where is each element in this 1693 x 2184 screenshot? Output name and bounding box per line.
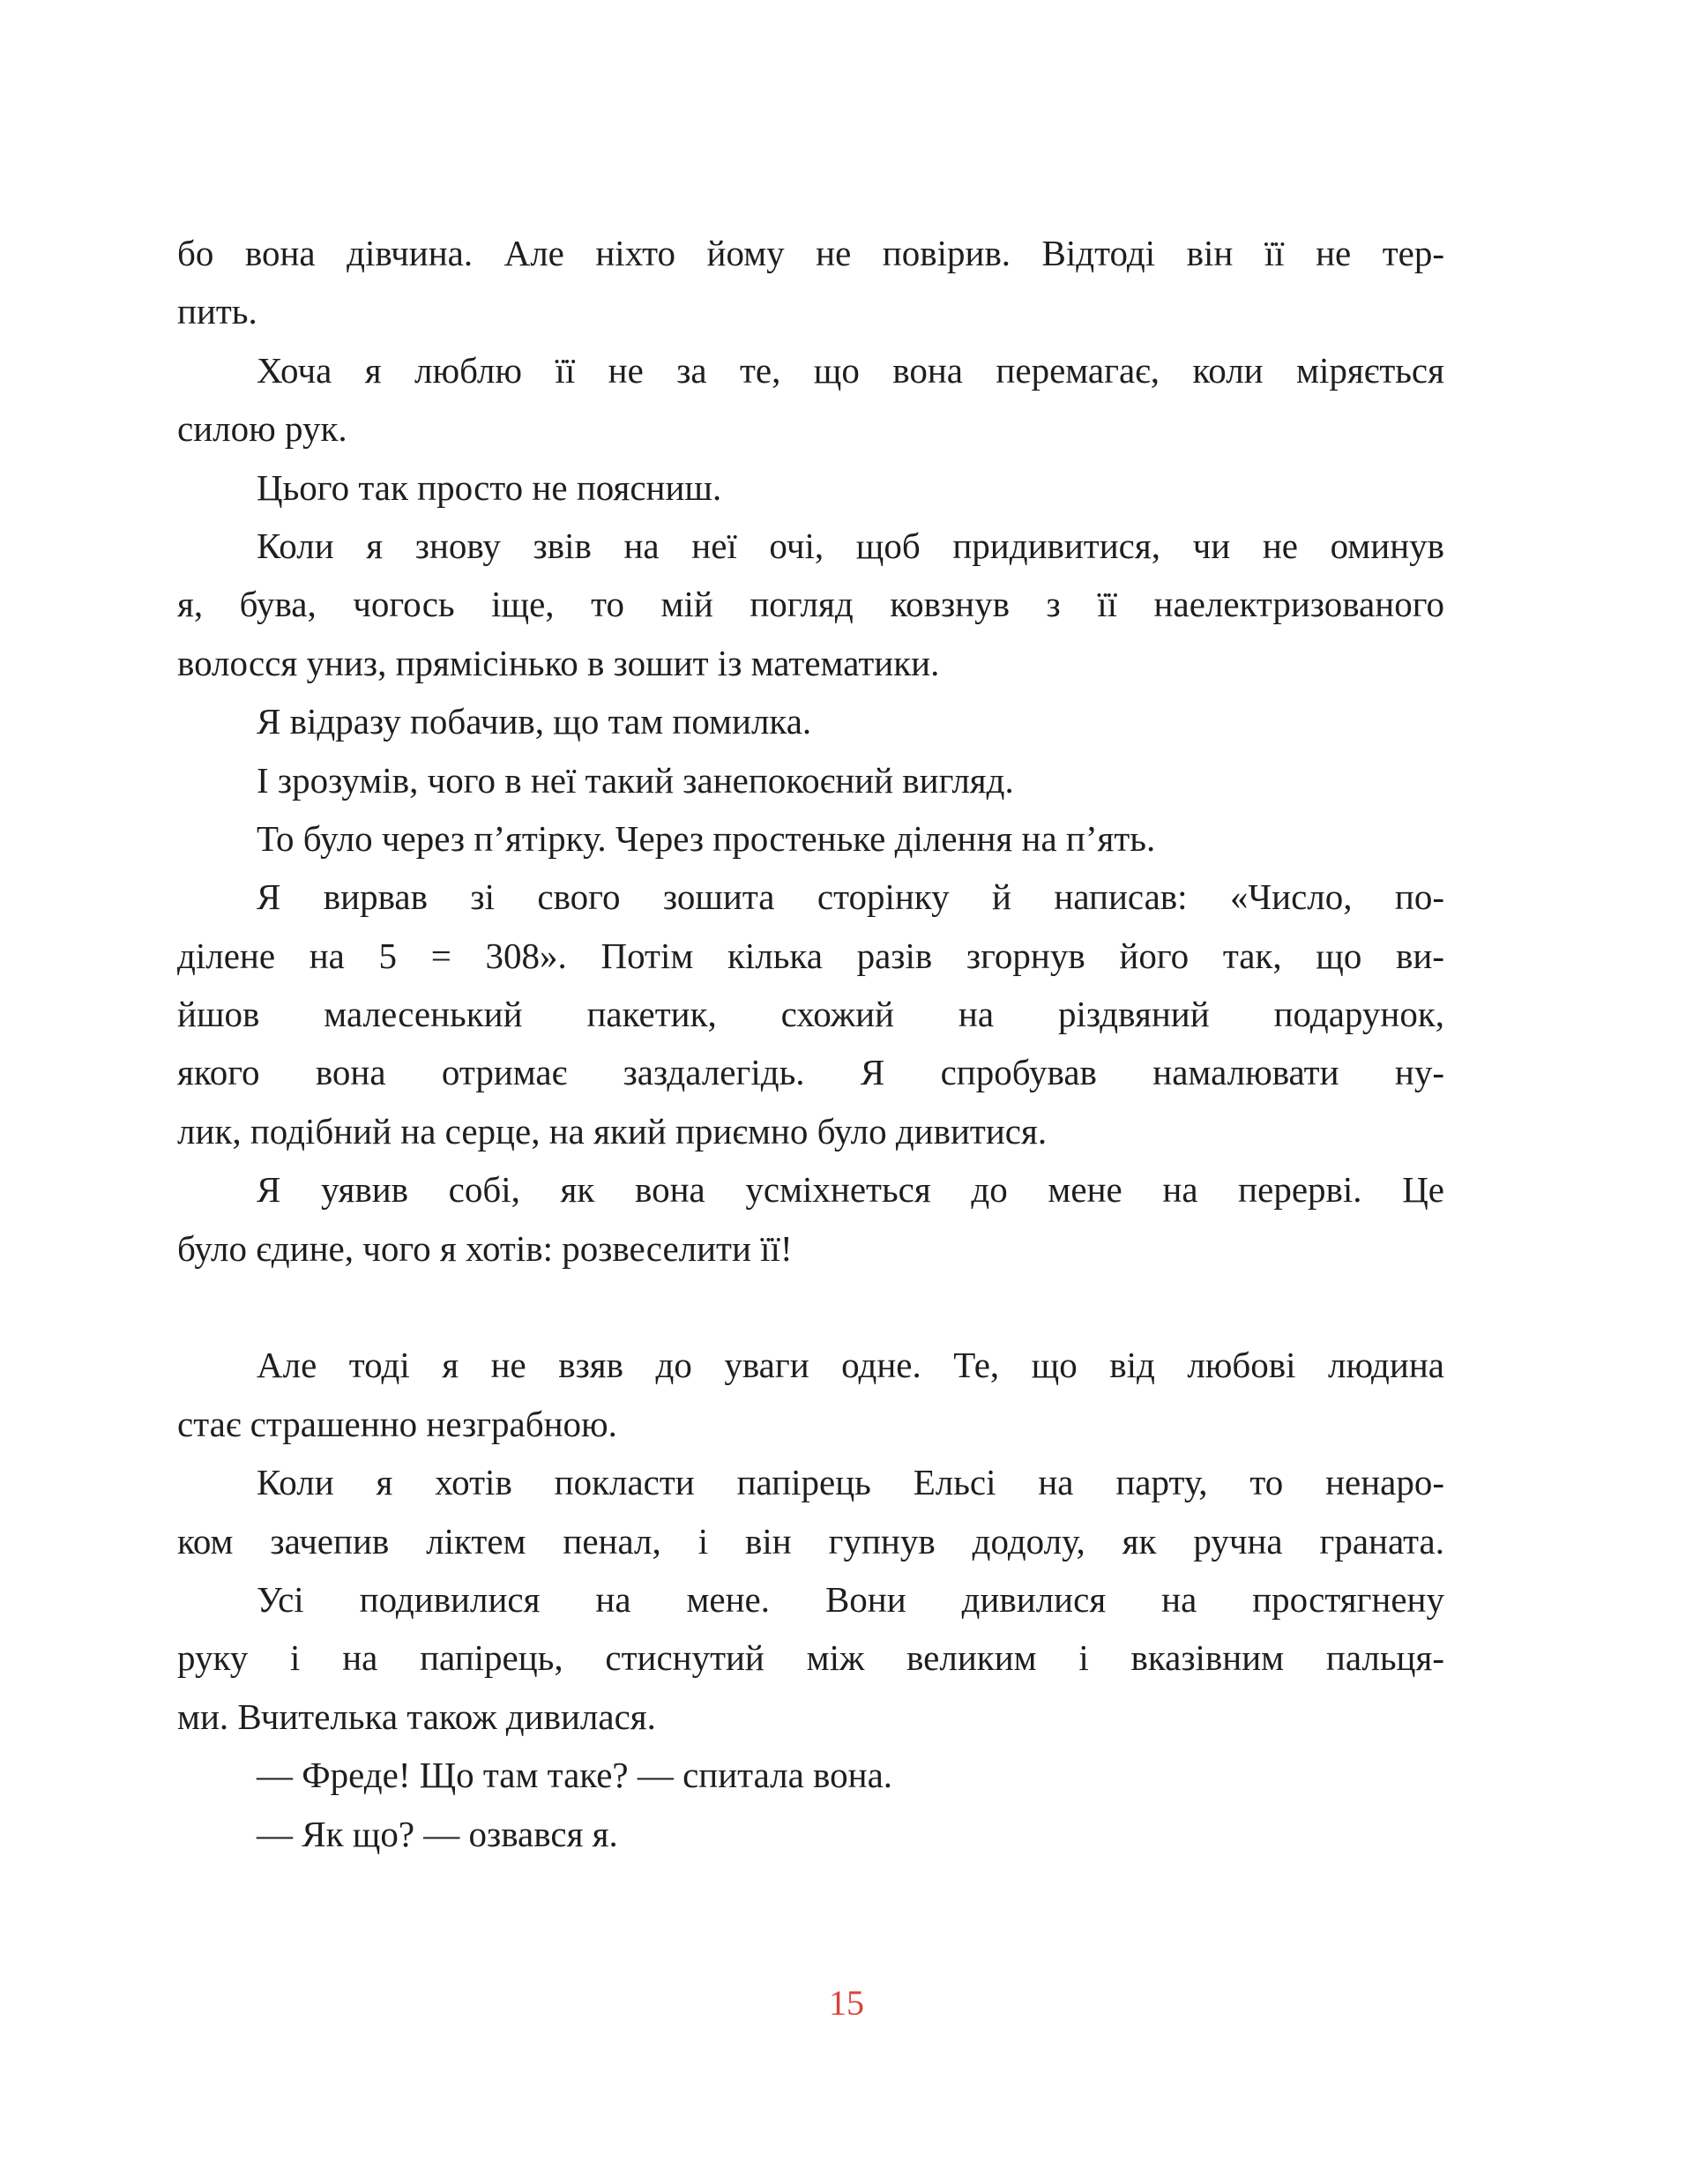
text-line: лик, подібний на серце, на який приємно було дивитися. — [177, 1110, 1048, 1152]
body-text — [177, 224, 1444, 1863]
text-line: я, бува, чогось іще, то мій погляд ковзнув з її наелектризованого — [177, 584, 1444, 625]
page-number: 15 — [829, 1983, 864, 2023]
text-line: ком зачепив ліктем пенал, і він гупнув додолу, як ручна граната. — [177, 1520, 1444, 1562]
text-line: ми. Вчителька також дивилася. — [177, 1696, 656, 1737]
text-line: ділене на 5 = 308». Потім кілька разів згорнув його так, що ви- — [177, 935, 1444, 976]
text-line: якого вона отримає заздалегідь. Я спробував намалювати ну- — [177, 1052, 1444, 1093]
text-line: — Як що? — озвався я. — [257, 1813, 618, 1854]
text-line: Я уявив собі, як вона усміхнеться до мене на перерві. Це — [257, 1169, 1444, 1211]
text-line: Але тоді я не взяв до уваги одне. Те, що від любові людина — [257, 1345, 1444, 1386]
text-line: Я вирвав зі свого зошита сторінку й написав: «Число, по- — [257, 876, 1444, 918]
text-line: То було через п’ятірку. Через простеньке ділення на п’ять. — [257, 817, 1156, 859]
text-line: Хоча я люблю її не за те, що вона перемагає, коли міряється — [257, 349, 1444, 391]
text-line: стає страшенно незграбною. — [177, 1403, 617, 1444]
text-line: було єдине, чого я хотів: розвеселити її! — [177, 1227, 793, 1269]
text-line: Усі подивилися на мене. Вони дивилися на простягнену — [257, 1578, 1444, 1620]
text-line: бо вона дівчина. Але ніхто йому не повірив. Відтоді він її не тер- — [177, 233, 1444, 273]
section-break — [177, 1278, 1444, 1336]
text-line: Коли я знову звів на неї очі, щоб придивитися, чи не оминув — [257, 525, 1444, 566]
text-line: І зрозумів, чого в неї такий занепокоєний вигляд. — [257, 759, 1014, 801]
text-line: силою рук. — [177, 408, 347, 450]
text-line: Цього так просто не поясниш. — [257, 466, 722, 508]
text-line: йшов малесенький пакетик, схожий на різдвяний подарунок, — [177, 994, 1444, 1035]
text-line: волосся униз, прямісінько в зошит із математики. — [177, 642, 940, 683]
text-line: пить. — [177, 291, 257, 332]
text-line: Коли я хотів покласти папірець Ельсі на парту, то ненаро- — [257, 1462, 1444, 1503]
text-line: руку і на папірець, стиснутий між великим і вказівним пальця- — [177, 1637, 1444, 1679]
text-line: — Фреде! Що там таке? — спитала вона. — [257, 1755, 893, 1796]
text-line: Я відразу побачив, що там помилка. — [257, 701, 812, 742]
